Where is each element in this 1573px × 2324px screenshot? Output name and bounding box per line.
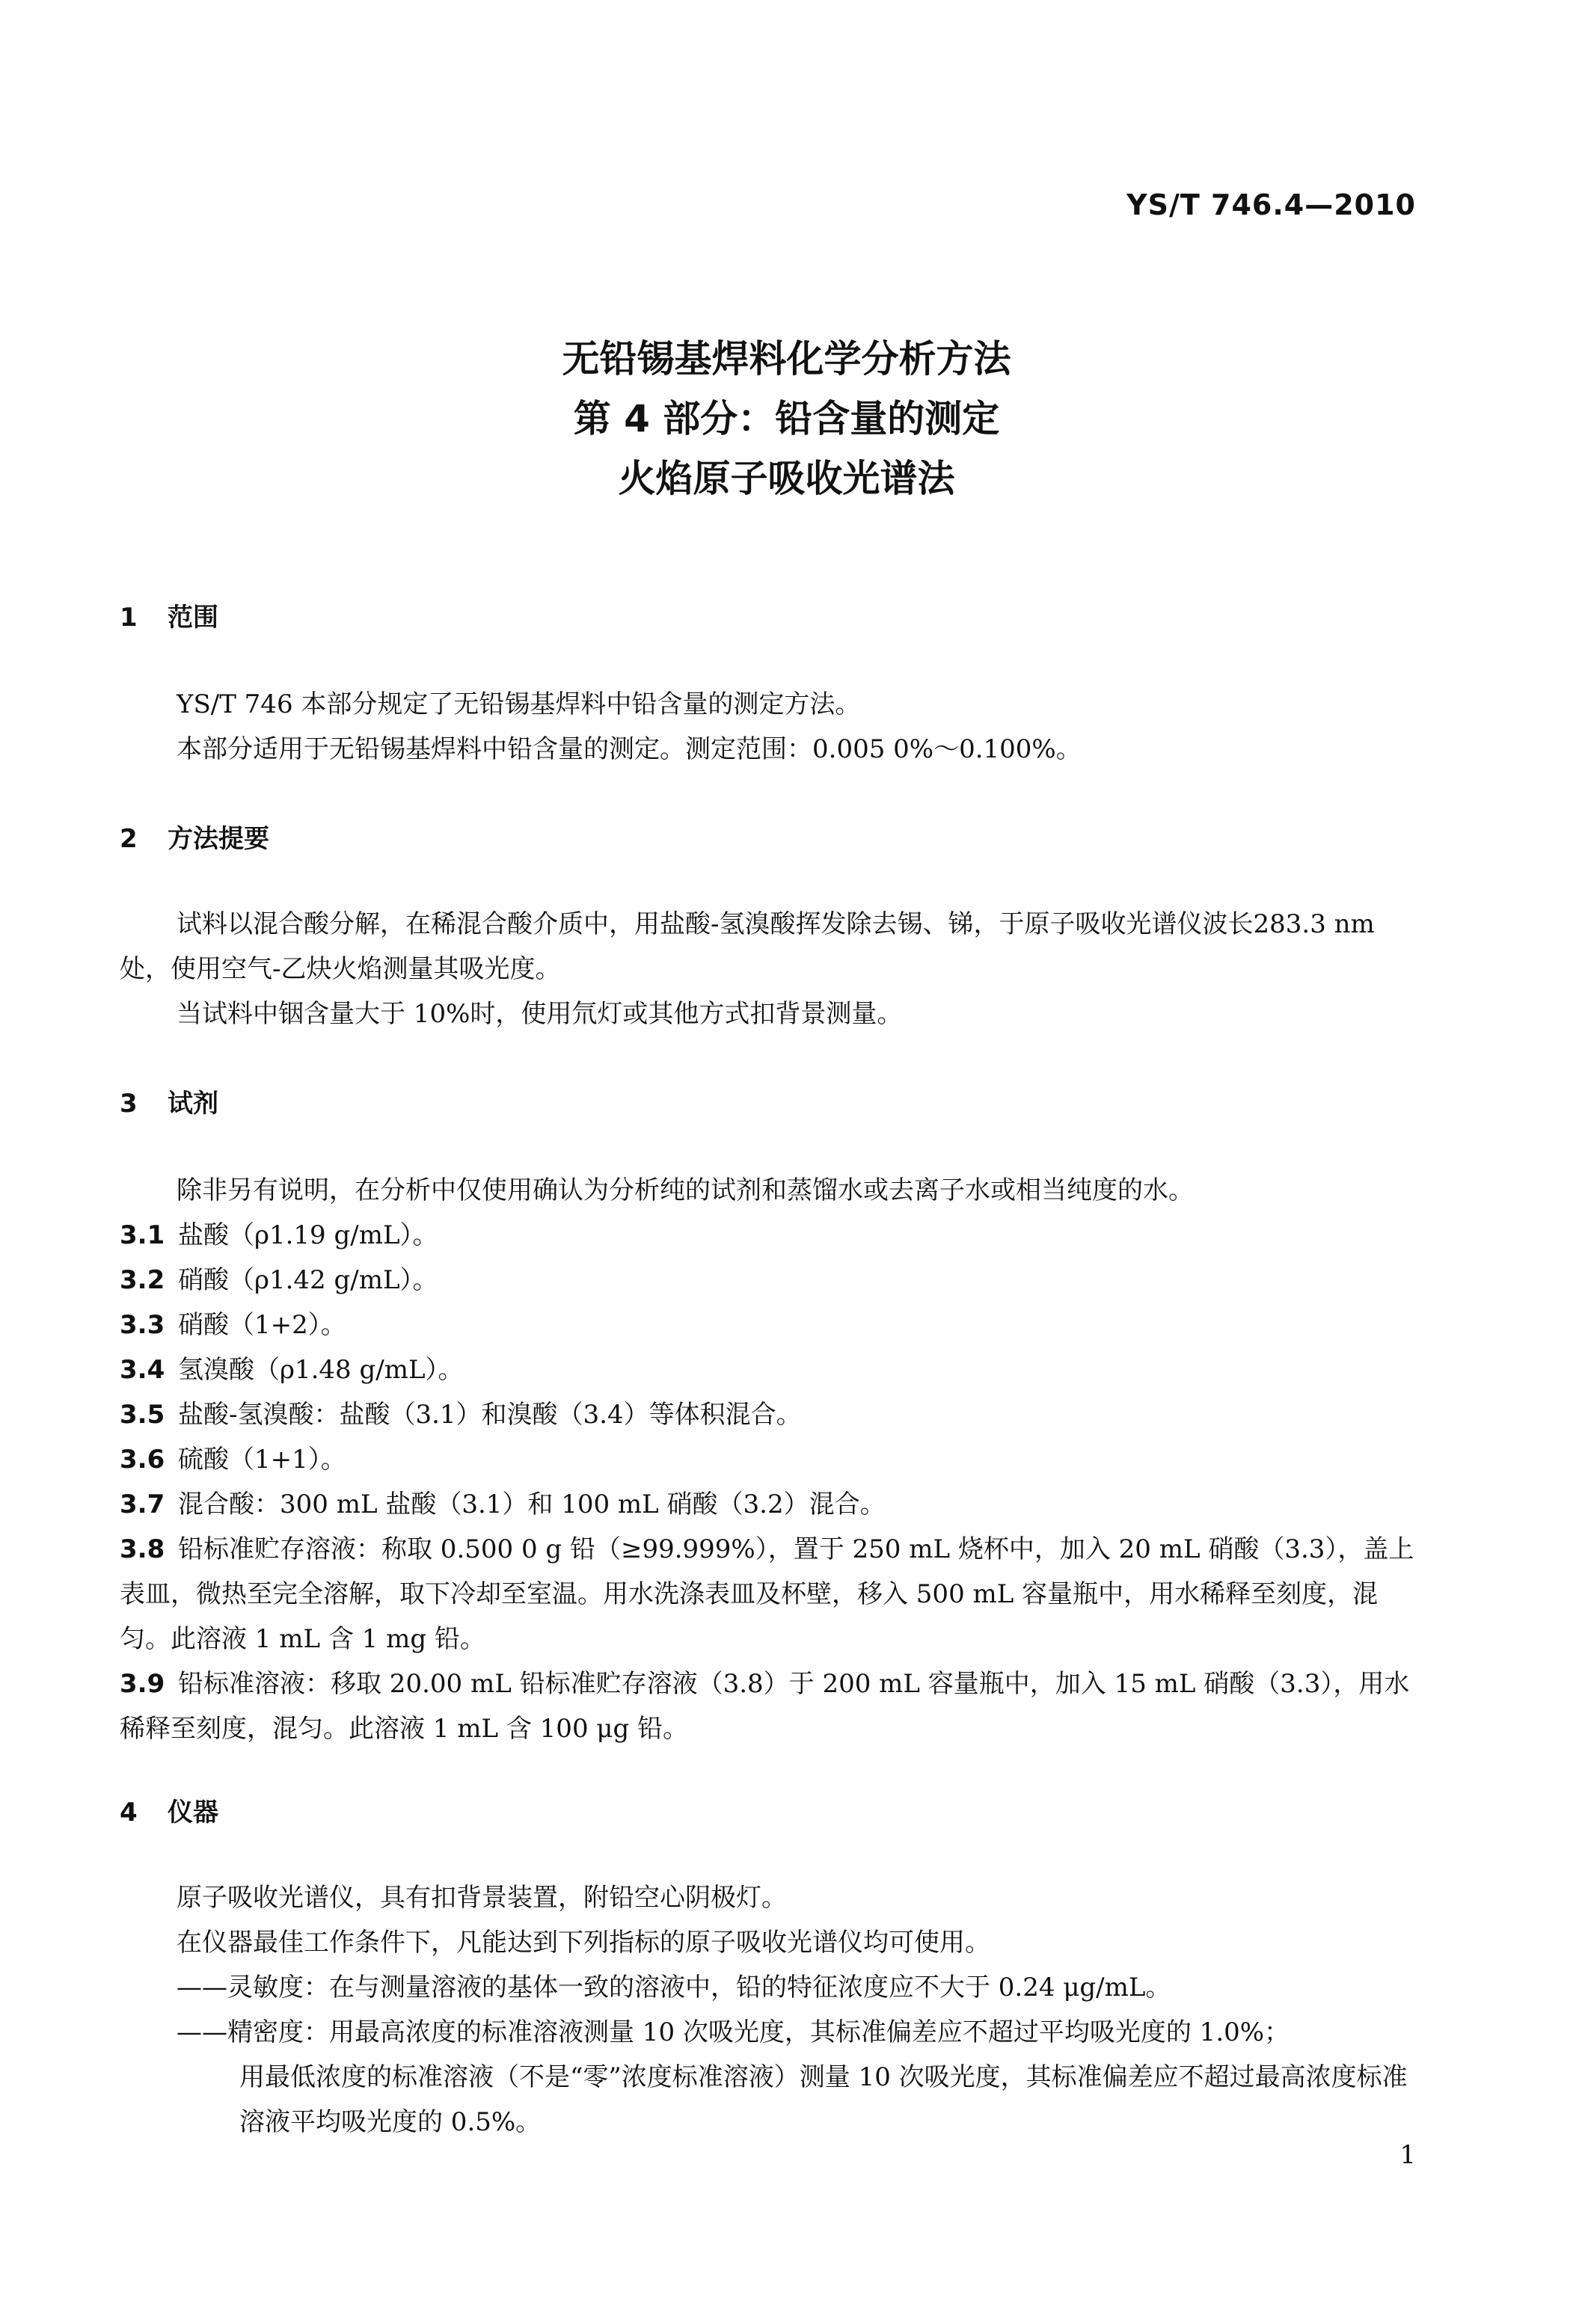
paragraph: YS/T 746 本部分规定了无铅锡基焊料中铅含量的测定方法。 — [177, 689, 861, 719]
item-number: 3.1 — [120, 1220, 165, 1250]
title-line-2: 第 4 部分：铅含量的测定 — [573, 397, 1000, 440]
item-text: 硝酸（ρ1.42 g/mL）。 — [178, 1265, 438, 1295]
item-number: 3.8 — [120, 1534, 165, 1564]
section-3-heading — [120, 1083, 218, 1119]
item-number: 3.6 — [120, 1445, 165, 1475]
list-item — [120, 1213, 1421, 1258]
section-number: 1 — [120, 603, 138, 633]
standard-code: YS/T 746.4—2010 — [1126, 188, 1416, 221]
list-item — [120, 1392, 1421, 1437]
item-text: 硫酸（1+1）。 — [178, 1445, 346, 1475]
paragraph: 在仪器最佳工作条件下，凡能达到下列指标的原子吸收光谱仪均可使用。 — [177, 1928, 990, 1958]
section-1-heading — [120, 597, 218, 633]
item-text: 铅标准贮存溶液：称取 0.500 0 g 铅（≥99.999%），置于 250 mL 烧杯中，加入 20 mL 硝酸（3.3），盖上表皿，微热至完全溶解，取下冷却至室温。用水洗涤表皿及杯壁，移入 500 mL 容量瓶中，用水稀释至刻度，混匀。此溶液 1 mL 含 1 mg 铅。 — [120, 1534, 1414, 1654]
item-text: 铅标准溶液：移取 20.00 mL 铅标准贮存溶液（3.8）于 200 mL 容量瓶中，加入 15 mL 硝酸（3.3），用水稀释至刻度，混匀。此溶液 1 mL 含 100 μg 铅。 — [120, 1669, 1410, 1744]
dash-item: ——精密度：用最高浓度的标准溶液测量 10 次吸光度，其标准偏差应不超过平均吸光度的 1.0%； — [177, 2017, 1290, 2047]
paragraph: 当试料中铟含量大于 10%时，使用氘灯或其他方式扣背景测量。 — [177, 999, 903, 1029]
item-number: 3.3 — [120, 1310, 165, 1340]
list-item — [120, 1437, 1421, 1482]
section-number: 4 — [120, 1798, 138, 1827]
section-number: 3 — [120, 1089, 138, 1119]
list-item — [120, 1347, 1421, 1392]
section-2-heading — [120, 818, 269, 855]
list-item — [120, 1482, 1421, 1527]
item-number: 3.4 — [120, 1355, 165, 1385]
section-4-body — [120, 1875, 1421, 2145]
dash-item-continuation: 用最低浓度的标准溶液（不是“零”浓度标准溶液）测量 10 次吸光度，其标准偏差应不超过最高浓度标准溶液平均吸光度的 0.5%。 — [239, 2062, 1408, 2137]
section-title: 方法提要 — [168, 824, 269, 854]
section-title: 试剂 — [168, 1089, 218, 1119]
item-number: 3.2 — [120, 1265, 165, 1295]
title-line-3: 火焰原子吸收光谱法 — [618, 457, 955, 500]
list-item — [120, 1661, 1421, 1751]
section-title: 仪器 — [168, 1798, 218, 1827]
item-text: 盐酸（ρ1.19 g/mL）。 — [178, 1220, 438, 1250]
section-1-body — [120, 682, 1421, 772]
list-item — [120, 1303, 1421, 1347]
page-number: 1 — [1399, 2140, 1416, 2170]
item-number: 3.7 — [120, 1490, 165, 1519]
item-text: 盐酸-氢溴酸：盐酸（3.1）和溴酸（3.4）等体积混合。 — [178, 1400, 802, 1430]
dash-item: ——灵敏度：在与测量溶液的基体一致的溶液中，铅的特征浓度应不大于 0.24 μg/mL。 — [177, 1973, 1171, 2002]
item-text: 混合酸：300 mL 盐酸（3.1）和 100 mL 硝酸（3.2）混合。 — [178, 1490, 886, 1519]
section-title: 范围 — [168, 603, 218, 633]
item-number: 3.5 — [120, 1400, 165, 1430]
item-text: 硝酸（1+2）。 — [178, 1310, 346, 1340]
list-item — [120, 1527, 1421, 1661]
section-2-body — [120, 902, 1421, 1036]
section-number: 2 — [120, 824, 138, 854]
paragraph: 试料以混合酸分解，在稀混合酸介质中，用盐酸-氢溴酸挥发除去锡、锑，于原子吸收光谱仪波长283.3 nm 处，使用空气-乙炔火焰测量其吸光度。 — [120, 909, 1375, 984]
document-title — [0, 329, 1573, 508]
item-number: 3.9 — [120, 1669, 165, 1699]
paragraph: 原子吸收光谱仪，具有扣背景装置，附铅空心阴极灯。 — [177, 1883, 787, 1913]
list-item — [120, 1258, 1421, 1303]
paragraph: 本部分适用于无铅锡基焊料中铅含量的测定。测定范围：0.005 0%～0.100%。 — [177, 734, 1082, 764]
section-3-body — [120, 1168, 1421, 1751]
paragraph: 除非另有说明，在分析中仅使用确认为分析纯的试剂和蒸馏水或去离子水或相当纯度的水。 — [177, 1175, 1194, 1205]
title-line-1: 无铅锡基焊料化学分析方法 — [562, 337, 1011, 381]
section-4-heading — [120, 1792, 218, 1828]
item-text: 氢溴酸（ρ1.48 g/mL）。 — [178, 1355, 464, 1385]
